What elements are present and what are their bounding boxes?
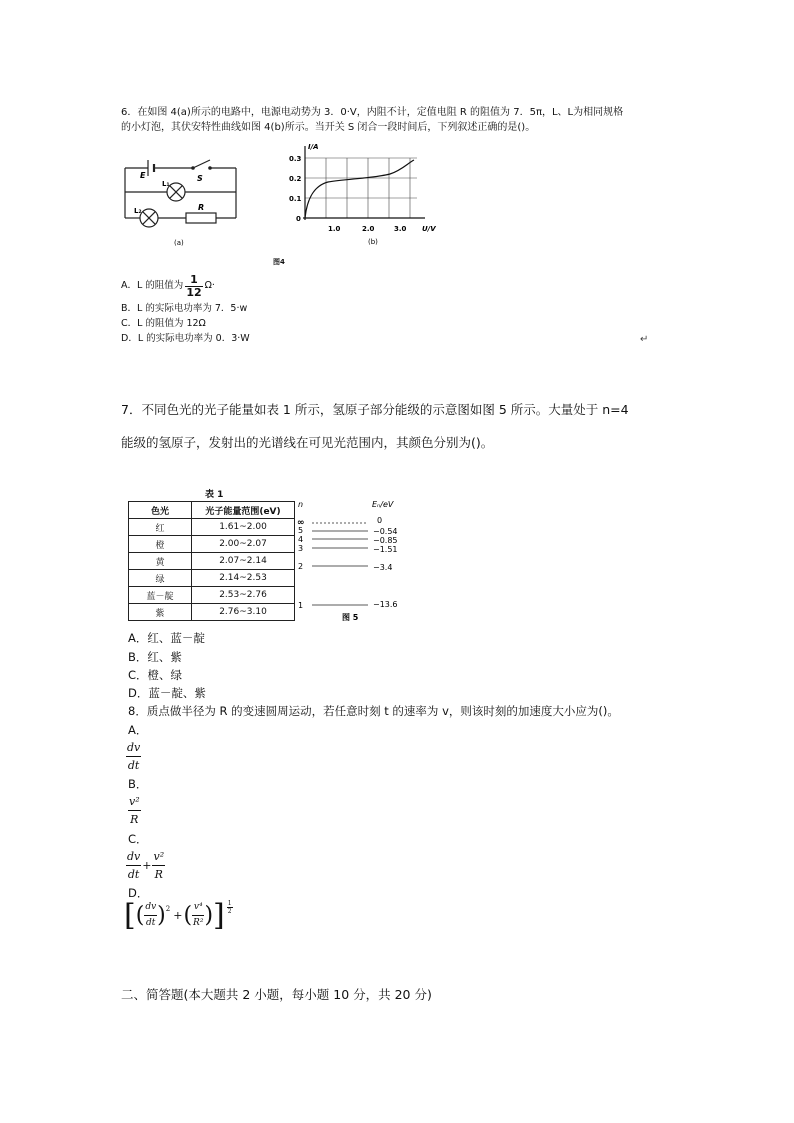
table-cell-color: 蓝－靛 bbox=[129, 587, 192, 604]
level-e-label: Eₙ/eV bbox=[372, 500, 394, 509]
exponent-half bbox=[227, 900, 233, 915]
q6-option-a-suffix: Ω· bbox=[204, 280, 215, 291]
exponent-2: 2 bbox=[165, 905, 171, 913]
q6-option-a[interactable] bbox=[121, 272, 215, 300]
q6-option-c[interactable]: C．L 的阻值为 12Ω bbox=[121, 318, 206, 329]
q6-option-b[interactable]: B．L 的实际电功率为 7．5·w bbox=[121, 303, 248, 314]
label-l1: L₁ bbox=[162, 180, 170, 188]
x-tick-1: 1.0 bbox=[328, 225, 341, 233]
close-paren: ) bbox=[204, 903, 214, 928]
formula-v2-r bbox=[128, 793, 141, 828]
table-1-title: 表 1 bbox=[205, 490, 224, 500]
fraction-denominator: R bbox=[154, 868, 163, 881]
table-cell-color: 橙 bbox=[129, 536, 192, 553]
table-cell-energy: 1.61~2.00 bbox=[192, 519, 295, 536]
formula-dv-dt bbox=[126, 739, 141, 774]
label-s: S bbox=[197, 174, 203, 183]
table-header-energy: 光子能量范围(eV) bbox=[192, 502, 295, 519]
fraction-denominator: 2 bbox=[227, 908, 232, 915]
photon-energy-table bbox=[128, 501, 295, 621]
table-cell-energy: 2.14~2.53 bbox=[192, 570, 295, 587]
table-row bbox=[129, 536, 295, 553]
level-n-1: 1 bbox=[298, 601, 304, 610]
fraction-numerator: v⁴ bbox=[192, 900, 204, 916]
switch-blade bbox=[193, 160, 210, 168]
level-n-label: n bbox=[298, 500, 304, 509]
section-2-title: 二、简答题(本大题共 2 小题，每小题 10 分，共 20 分) bbox=[121, 987, 432, 1002]
formula-v4-r2 bbox=[192, 900, 204, 931]
fraction-numerator: 1 bbox=[227, 900, 232, 907]
q6-text-line2: 的小灯泡，其伏安特性曲线如图 4(b)所示。当开关 S 闭合一段时间后，下列叙述正确的是()。 bbox=[121, 122, 536, 133]
q7-option-b[interactable]: B．红、紫 bbox=[128, 650, 182, 664]
return-mark: ↵ bbox=[640, 334, 649, 345]
q6-option-a-prefix: A．L 的阻值为 bbox=[121, 280, 184, 291]
formula-dv-dt bbox=[126, 848, 141, 883]
fraction-denominator: R² bbox=[193, 918, 204, 928]
table-row bbox=[129, 553, 295, 570]
formula-dv-dt bbox=[144, 900, 157, 931]
circuit-diagram bbox=[118, 150, 243, 250]
fraction-numerator: v² bbox=[128, 793, 141, 811]
level-n-2: 2 bbox=[298, 562, 304, 571]
fraction-denominator: 12 bbox=[186, 285, 202, 299]
q7-option-a[interactable]: A．红、蓝－靛 bbox=[128, 631, 205, 645]
table-row bbox=[129, 587, 295, 604]
y-tick-02: 0.2 bbox=[289, 175, 302, 183]
caption-b: (b) bbox=[368, 238, 378, 246]
fraction-numerator: dv bbox=[126, 739, 141, 757]
table-cell-energy: 2.00~2.07 bbox=[192, 536, 295, 553]
q7-text-line2: 能级的氢原子，发射出的光谱线在可见光范围内，其颜色分别为()。 bbox=[121, 435, 494, 450]
fraction-numerator: dv bbox=[144, 900, 157, 916]
q8-option-d-formula bbox=[124, 897, 233, 933]
q8-text-line1: 8．质点做半径为 R 的变速圆周运动，若任意时刻 t 的速率为 v，则该时刻的加速度大小应为()。 bbox=[128, 704, 619, 718]
fraction-numerator: v² bbox=[152, 848, 165, 866]
table-cell-energy: 2.07~2.14 bbox=[192, 553, 295, 570]
table-cell-color: 红 bbox=[129, 519, 192, 536]
fraction-denominator: R bbox=[130, 813, 139, 826]
level-n-inf: ∞ bbox=[297, 518, 305, 528]
q7-option-d[interactable]: D．蓝－靛、紫 bbox=[128, 686, 206, 700]
table-row bbox=[129, 570, 295, 587]
formula-v2-r bbox=[152, 848, 165, 883]
plus-sign: + bbox=[173, 909, 183, 922]
table-header-row bbox=[129, 502, 295, 519]
q8-option-b-label[interactable]: B． bbox=[128, 777, 148, 791]
y-tick-01: 0.1 bbox=[289, 195, 302, 203]
caption-a: (a) bbox=[174, 239, 184, 247]
q7-option-c[interactable]: C．橙、绿 bbox=[128, 668, 183, 682]
label-l2: L₂ bbox=[134, 207, 142, 215]
q8-option-a-label[interactable]: A． bbox=[128, 723, 148, 737]
table-cell-color: 紫 bbox=[129, 604, 192, 621]
open-bracket: [ bbox=[124, 897, 136, 933]
resistor-r-icon bbox=[186, 213, 216, 223]
fraction-denominator: dt bbox=[127, 868, 140, 881]
close-bracket: ] bbox=[213, 897, 225, 933]
y-tick-03: 0.3 bbox=[289, 155, 302, 163]
iu-graph bbox=[280, 138, 440, 250]
q8-option-a-formula bbox=[126, 739, 141, 774]
figure-5-caption: 图 5 bbox=[342, 613, 359, 622]
fraction-numerator: dv bbox=[126, 848, 141, 866]
table-header-color: 色光 bbox=[129, 502, 192, 519]
q6-text-line1: 6．在如图 4(a)所示的电路中，电源电动势为 3．0·V，内阻不计，定值电阻 R 的阻值为 7．5π，L、L为相同规格 bbox=[121, 107, 624, 118]
level-e-inf: 0 bbox=[377, 516, 383, 525]
q8-option-c-label[interactable]: C． bbox=[128, 832, 148, 846]
figure-4-title: 图4 bbox=[273, 258, 285, 266]
q6-option-a-fraction bbox=[185, 274, 202, 299]
close-paren: ) bbox=[157, 903, 166, 928]
level-e-5: −0.54 bbox=[373, 527, 398, 536]
x-tick-3: 3.0 bbox=[394, 225, 407, 233]
level-e-2: −3.4 bbox=[373, 563, 393, 572]
label-r: R bbox=[198, 203, 205, 212]
table-cell-energy: 2.53~2.76 bbox=[192, 587, 295, 604]
energy-level-diagram bbox=[296, 495, 416, 625]
graph-ylabel: I/A bbox=[308, 143, 319, 151]
open-paren: ( bbox=[183, 903, 193, 928]
table-cell-color: 绿 bbox=[129, 570, 192, 587]
fraction-denominator: dt bbox=[127, 759, 140, 772]
y-tick-0: 0 bbox=[296, 215, 301, 223]
x-tick-2: 2.0 bbox=[362, 225, 375, 233]
q8-option-d-label[interactable]: D． bbox=[128, 886, 149, 900]
label-e: E bbox=[140, 171, 146, 180]
q7-text-line1: 7．不同色光的光子能量如表 1 所示，氢原子部分能级的示意图如图 5 所示。大量处于 n=4 bbox=[121, 402, 629, 417]
table-row bbox=[129, 604, 295, 621]
q8-option-b-formula bbox=[128, 793, 141, 828]
iu-curve bbox=[305, 160, 414, 218]
open-paren: ( bbox=[135, 903, 145, 928]
table-row bbox=[129, 519, 295, 536]
plus-sign: + bbox=[142, 859, 152, 872]
table-cell-color: 黄 bbox=[129, 553, 192, 570]
level-e-3: −1.51 bbox=[373, 545, 398, 554]
fraction-numerator: 1 bbox=[185, 274, 202, 287]
table-cell-energy: 2.76~3.10 bbox=[192, 604, 295, 621]
level-e-1: −13.6 bbox=[373, 600, 398, 609]
level-e-4: −0.85 bbox=[373, 536, 398, 545]
fraction-denominator: dt bbox=[146, 918, 156, 928]
q6-option-d[interactable]: D．L 的实际电功率为 0．3·W bbox=[121, 333, 250, 344]
level-n-3: 3 bbox=[298, 544, 304, 553]
q8-option-c-formula bbox=[126, 848, 165, 883]
level-n-5: 5 bbox=[298, 526, 304, 535]
graph-xlabel: U/V bbox=[422, 225, 436, 233]
level-n-4: 4 bbox=[298, 535, 304, 544]
